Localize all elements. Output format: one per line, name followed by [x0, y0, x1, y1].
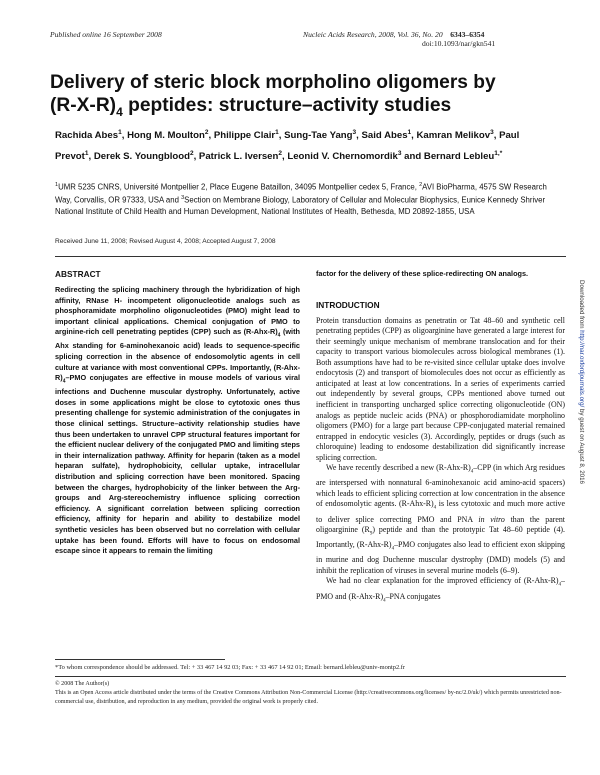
title-subscript: 4: [116, 104, 123, 119]
author-affiliation-marker: 2: [204, 129, 209, 136]
introduction-text: [316, 316, 565, 607]
footnote-divider: [55, 659, 225, 660]
abstract-part-1: Redirecting the splicing machinery through the hybridization of high affinity, RNase H- incompetent oligonucleotide analogs such as phosphoramidate morpholino oligonucleotides (PMO) might lead to important clinical applications. Chemical conjugation of PMO to arginine-rich cell penetrating peptides (CPP) such as (R-Ahx-R): [55, 285, 300, 337]
page-range: 6343–6354: [450, 30, 485, 39]
author-name: Rachida Abes: [55, 130, 119, 142]
affiliation-2: AVI BioPharma, 4575 SW Research Way, Corvallis, OR 97333, USA and: [55, 182, 547, 205]
author-list: Rachida Abes$^1$, Hong M. Moulton$^2$, Philippe Clair$^1$, Sung-Tae Yang$^3$, Said Abes$^1$, Kamran Melikov$^3$, Paul Prevot$^1$, Derek S. Youngblood$^2$, Patrick L. Iversen$^2$, Leonid V. Chernomordik$^3$ and Bernard Lebleu$^{1,*}$: [55, 129, 520, 162]
affiliation-3-marker: 3: [181, 194, 185, 201]
author-affiliation-marker: 1: [84, 149, 89, 157]
intro-p2-sub3: 9: [369, 531, 373, 537]
author-name: Hong M. Moulton: [127, 130, 205, 142]
intro-p2-d: than the parent oligoarginine (R: [316, 514, 566, 535]
title-line-1: Delivery of steric block morpholino oligomers by: [50, 72, 496, 93]
intro-p2-c: is less cytotoxic and much more active to deliver splice correcting PMO and PNA: [316, 499, 565, 524]
copyright-divider: [55, 676, 566, 677]
author-name: Sung-Tae Yang: [284, 130, 353, 142]
affiliation-2-marker: 2: [419, 182, 423, 188]
intro-p2-f: –PMO conjugates also lead to efficient exon skipping in murine and dog Duchenne muscular dystrophy (DMD) models (5) and inhibit the replication of viruses in several murine models (6–9).: [316, 540, 565, 575]
affiliation-3: Section on Membrane Biology, Laboratory of Cellular and Molecular Biophysics, Eunice Kennedy Shriver National Institute of Child Health and Human Development, National Institutes of Health, Bethesda, MD 20892-1855, USA: [55, 195, 546, 216]
intro-paragraph-3: [316, 576, 565, 606]
abstract-part-2: (with Ahx standing for 6-aminohexanoic acid) leads to sequence-specific splicing correction in the absence of endosomolytic agents in cell culture at variance with most conventional CPPs. Importantly, (R-Ahx-R): [55, 327, 300, 383]
author-name: Derek S. Youngblood: [93, 150, 190, 162]
intro-paragraph-2: [316, 463, 565, 576]
author-name: Paul Prevot: [55, 130, 520, 162]
author-affiliation-marker: 3: [352, 129, 357, 136]
correspondence-footnote: *To whom correspondence should be addressed. Tel: + 33 467 14 92 03; Fax: + 33 467 14 92 01; Email: bernard.lebleu@univ-montp2.fr: [55, 664, 406, 671]
publication-date: Published online 16 September 2008: [50, 30, 162, 39]
abstract-sub-2: 4: [62, 378, 66, 385]
intro-paragraph-1: Protein transduction domains as penetratin or Tat 48–60 and synthetic cell penetrating peptides (CPP) as oligoarginine have generated a large interest for their seemingly unique mechanism of membrane translocation and for their capacity to transport various biomolecules across biological membranes (1). Both assumptions have had to be re-visited since cellular uptake does involve endocytosis (2) and transport of biomolecules does not occur as efficiently as anticipated at least at low concentrations. In a series of experiments carried out independently by several groups, CPPs mentioned above turned out inefficient in transporting uncharged splice correcting oligonucleotide (ON) analogs as peptide nucleic acids (PNA) or phosphorodiamidate morpholino oligomers (PMO) for a large part because CPP-conjugated material remained entrapped in endocytic vesicles (3). Accordingly, peptides or drugs (such as chloroquine) leading to endosome destabilization did significantly increase splicing correction.: [316, 315, 565, 462]
download-note: [578, 280, 585, 484]
author: [127, 130, 208, 141]
right-column: [316, 269, 565, 607]
affiliation-1: UMR 5235 CNRS, Université Montpellier 2, Place Eugene Bataillon, 34095 Montpellier cedex 5, France,: [58, 182, 417, 192]
journal-citation: [303, 30, 568, 48]
divider: [55, 256, 566, 257]
affiliation-1-marker: 1: [55, 182, 59, 188]
intro-p3-a: We had no clear explanation for the improved efficiency of (R-Ahx-R): [326, 576, 559, 586]
author-name: Kamran Melikov: [416, 130, 491, 142]
abstract-continued: factor for the delivery of these splice-redirecting ON analogs.: [316, 269, 529, 278]
author-name: Said Abes: [361, 130, 408, 142]
download-link[interactable]: http://nar.oxfordjournals.org/: [578, 330, 585, 408]
author: [214, 130, 279, 141]
abstract-part-3: –PMO conjugates are effective in mouse models of various viral infections and Duchenne muscular dystrophy. Unfortunately, active doses in some applications might be close to cytotoxic ones thus presenting challenge for systemic administration of the conjugates in those clinical settings. Structure–activity relationship studies have thus been undertaken to unravel CPP structural features important for the efficient nuclear delivery of the conjugated PMO and limiting steps in their internalization pathway. Affinity for heparin (taken as a model heparan sulfate), hydrophobicity, cellular uptake, intracellular distribution and splicing correction have been monitored. Spacing between the charges, hydrophobicity of the linker between the Arg-groups and Arg-stereochemistry influence splicing correction efficiency. A significant correlation between splicing correction efficiency, affinity for heparin and ability to destabilize model synthetic vesicles has been observed but no correlation with cellular uptake has been found. Efforts will have to focus on endosomal escape since it appears to remain the limiting: [55, 373, 300, 556]
intro-p2-invitro: in vitro: [478, 514, 505, 524]
author: [424, 151, 502, 162]
intro-p3-c: –PNA conjugates: [385, 591, 441, 601]
author-name: Leonid V. Chernomordik: [287, 150, 398, 162]
intro-p2-sub2: 4: [433, 506, 437, 512]
author-name: Bernard Lebleu: [423, 150, 495, 162]
copyright-line: © 2008 The Author(s): [55, 681, 110, 687]
author-affiliation-marker: 1: [407, 129, 412, 136]
author-name: Patrick L. Iversen: [198, 150, 279, 162]
author: [55, 130, 122, 141]
journal-name: Nucleic Acids Research, 2008, Vol. 36, No. 20: [303, 30, 443, 39]
intro-p3-sub2: 4: [383, 598, 386, 604]
title-line-2-suffix: peptides: structure–activity studies: [122, 95, 452, 116]
author: [284, 130, 356, 141]
abstract-sub-1: 4: [277, 332, 281, 339]
license-text: This is an Open Access article distributed under the terms of the Creative Commons Attribution Non-Commercial License (http://creativecommons.org/licenses/ by-nc/2.0/uk/) which permits unrestricted non-commercial use, distribution, and reproduction in any medium, provided the original work is properly cited.: [55, 690, 562, 705]
download-prefix: Downloaded from: [578, 280, 585, 331]
intro-p2-sub1: 4: [470, 469, 474, 475]
author-affiliation-marker: 1: [118, 129, 122, 136]
intro-p2-a: We have recently described a new (R-Ahx-R): [326, 463, 471, 473]
paper-title: [50, 71, 550, 124]
doi[interactable]: doi:10.1093/nar/gkn541: [422, 39, 496, 48]
download-suffix: by guest on August 8, 2016: [578, 407, 585, 484]
copyright-notice: [55, 680, 566, 707]
intro-p2-e: ) peptide and than the prototypic Tat 48–60 peptide (4). Importantly, (R-Ahx-R): [316, 525, 565, 550]
author-affiliation-marker: 3: [490, 129, 494, 136]
author-affiliation-marker: 1,*: [494, 149, 503, 157]
abstract-text: [55, 285, 300, 557]
title-line-2-prefix: (R-X-R): [50, 95, 117, 116]
author: [94, 151, 194, 162]
author: [287, 151, 401, 162]
author-affiliation-marker: 2: [189, 149, 194, 157]
author: [417, 130, 494, 141]
intro-p2-b: –CPP (in which Arg residues are interspersed with nonnatural 6-aminohexanoic acid amino-acid spacers) which leads to efficient splicing correction at low concentration in the absence of endosomolytic agents. (R-Ahx-R): [316, 463, 565, 509]
intro-p3-b: –PMO and (R-Ahx-R): [316, 576, 565, 601]
author-affiliation-marker: 1: [275, 129, 279, 136]
intro-p3-sub1: 4: [558, 583, 562, 589]
author-name: Philippe Clair: [213, 130, 276, 142]
left-column: [55, 269, 300, 557]
intro-p2-sub4: 4: [391, 546, 395, 552]
author: [362, 130, 412, 141]
author-affiliation-marker: 2: [278, 149, 283, 157]
affiliations: [55, 180, 555, 217]
author: [199, 151, 282, 162]
abstract-heading: ABSTRACT: [55, 269, 101, 279]
received-dates: Received June 11, 2008; Revised August 4, 2008; Accepted August 7, 2008: [55, 238, 276, 245]
introduction-heading: INTRODUCTION: [316, 299, 380, 310]
author-affiliation-marker: 3: [397, 149, 402, 157]
